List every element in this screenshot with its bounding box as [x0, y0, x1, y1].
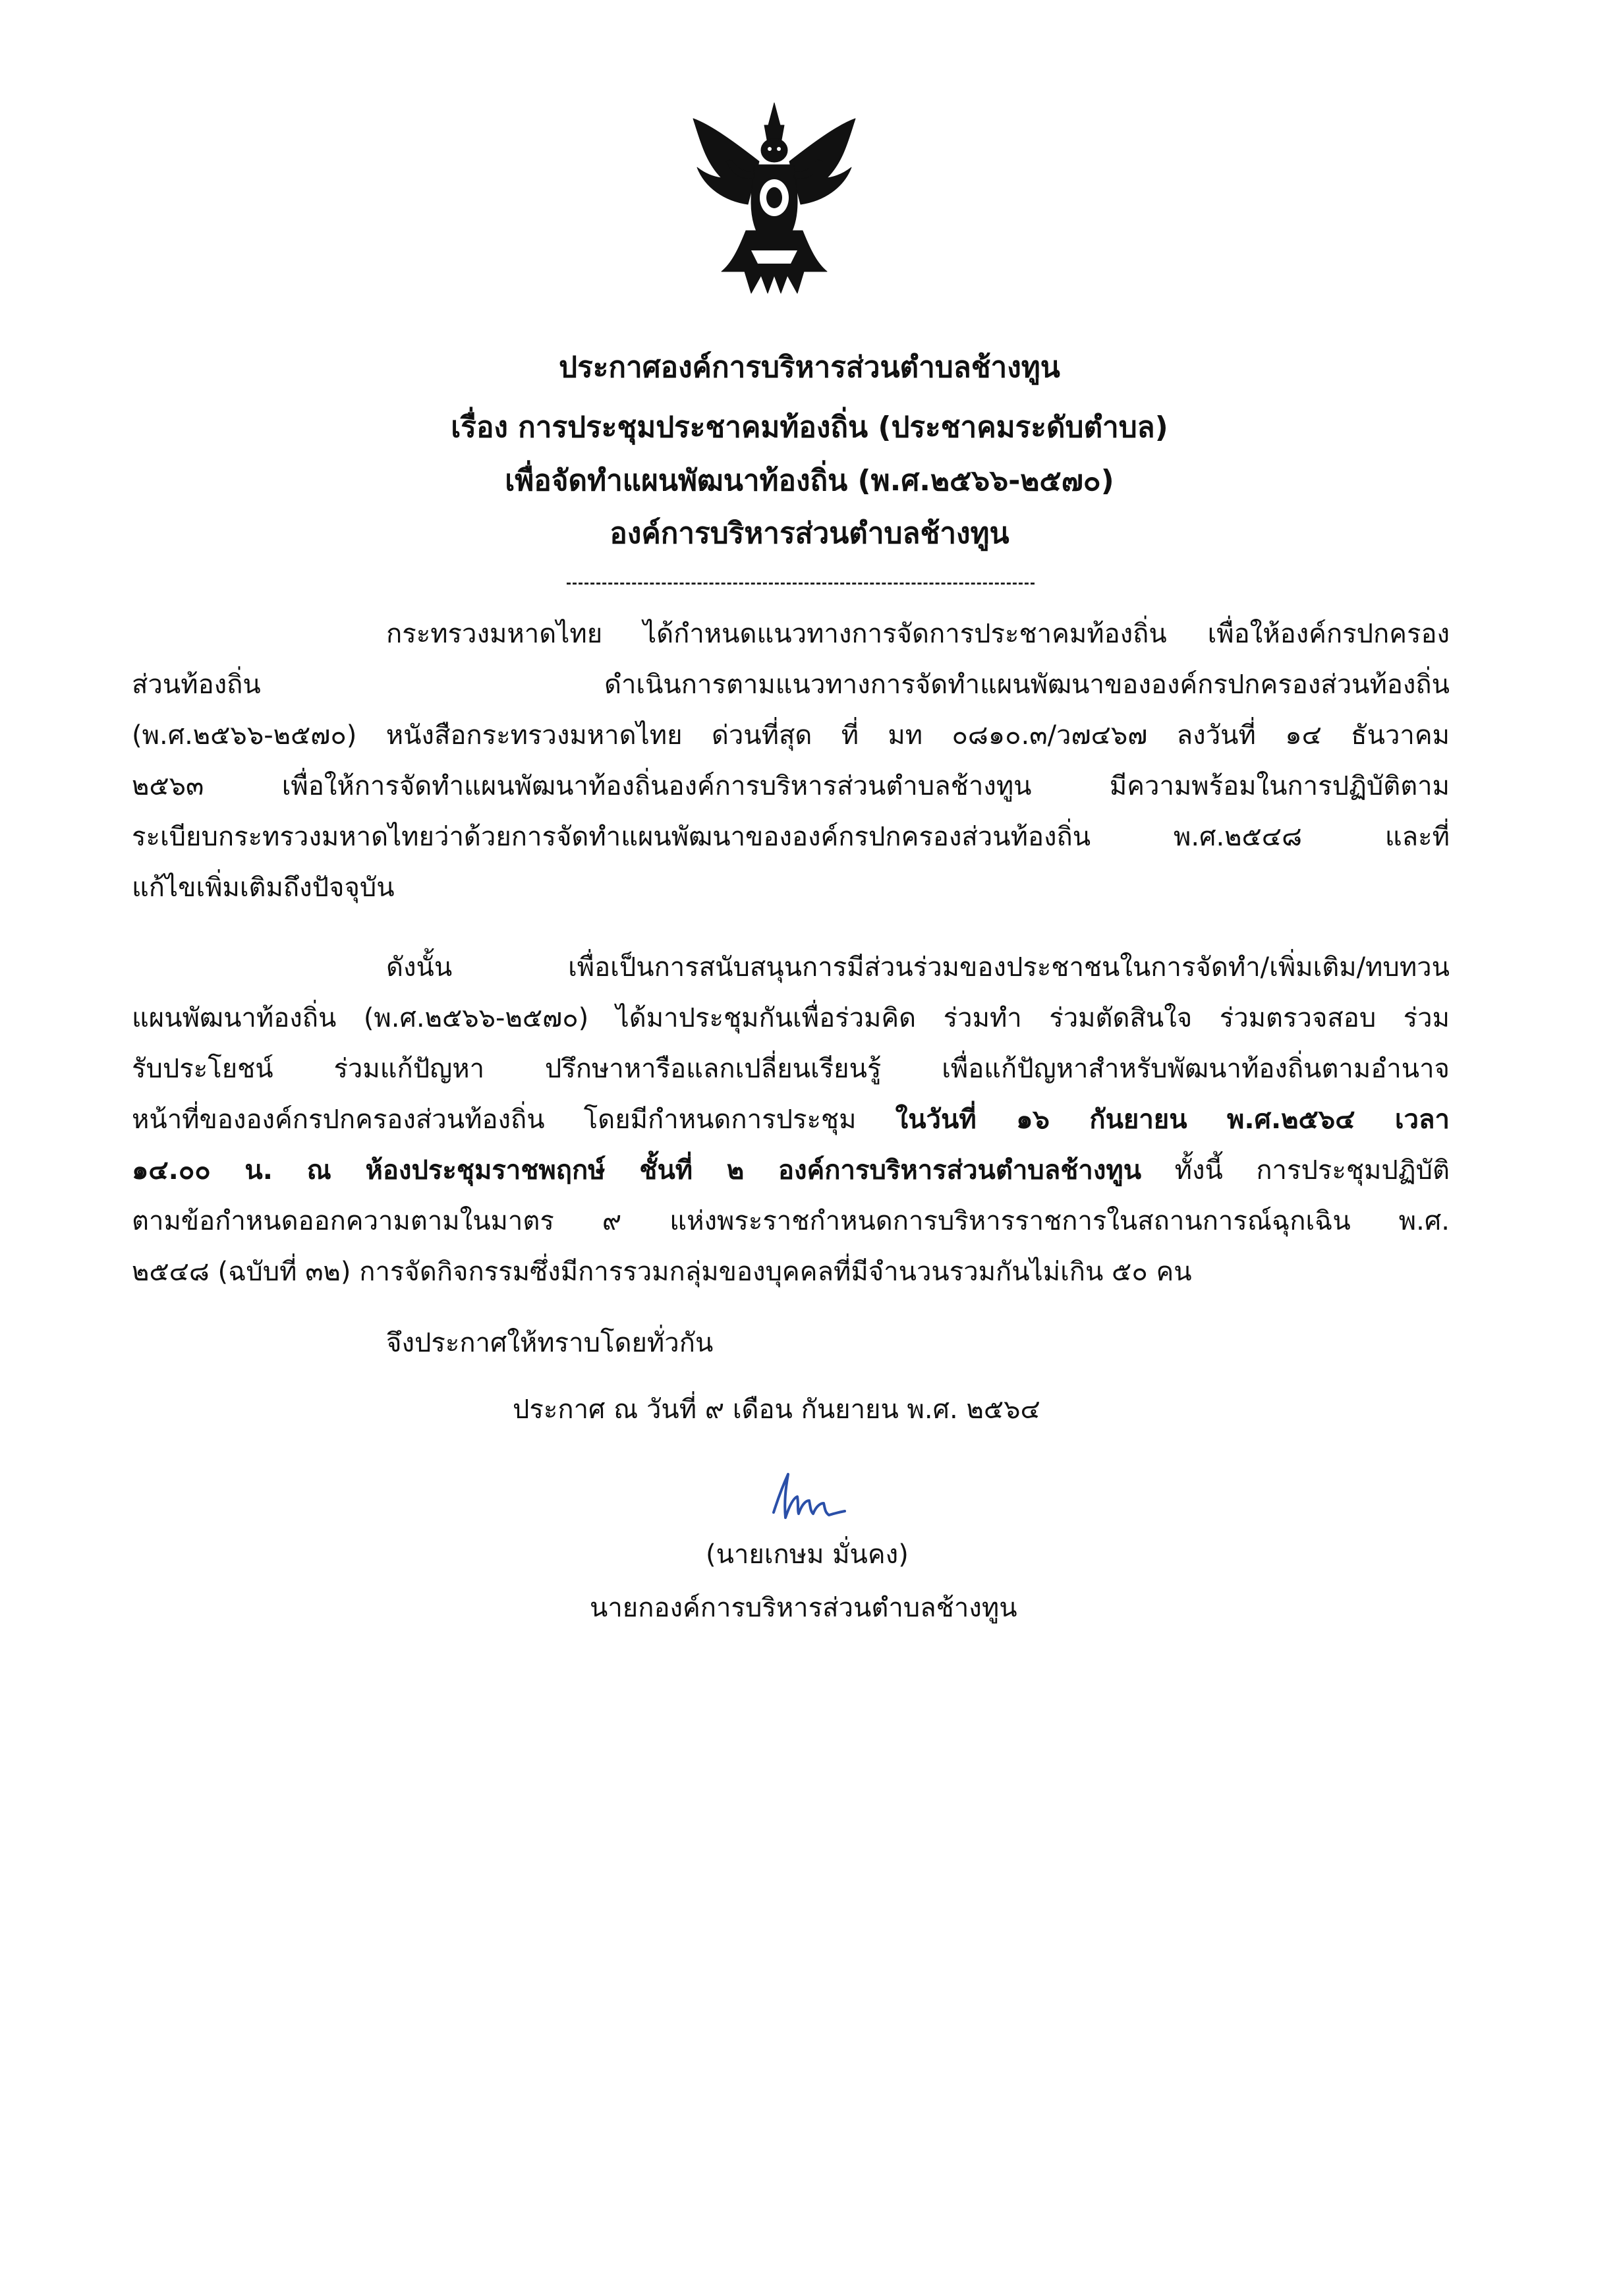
paragraph-2-line-4-text: หน้าที่ขององค์กรปกครองส่วนท้องถิ่น โดยมีกำหนดการประชุม [132, 1105, 895, 1135]
heading-divider [567, 583, 1035, 585]
paragraph-1-line-2: ส่วนท้องถิ่น ดำเนินการตามแนวทางการจัดทำแผนพัฒนาขององค์กรปกครองส่วนท้องถิ่น [132, 670, 1450, 700]
signer-name: (นายเกษม มั่นคง) [706, 1539, 909, 1570]
closing-statement: จึงประกาศให้ทราบโดยทั่วกัน [386, 1328, 714, 1358]
announcement-date: ประกาศ ณ วันที่ ๙ เดือน กันยายน พ.ศ. ๒๕๖๔ [513, 1394, 1040, 1425]
paragraph-1-line-5: ระเบียบกระทรวงมหาดไทยว่าด้วยการจัดทำแผนพัฒนาขององค์กรปกครองส่วนท้องถิ่น พ.ศ.๒๕๔๘ และที่ [132, 822, 1450, 852]
garuda-emblem-icon [685, 99, 863, 297]
paragraph-1-line-1: กระทรวงมหาดไทย ได้กำหนดแนวทางการจัดการประชาคมท้องถิ่น เพื่อให้องค์กรปกครอง [386, 619, 1450, 649]
paragraph-2-line-7: ๒๕๔๘ (ฉบับที่ ๓๒) การจัดกิจกรรมซึ่งมีการรวมกลุ่มของบุคคลที่มีจำนวนรวมกันไม่เกิน ๕๐ คน [132, 1257, 1192, 1287]
paragraph-1-line-4: ๒๕๖๓ เพื่อให้การจัดทำแผนพัฒนาท้องถิ่นองค์การบริหารส่วนตำบลช้างทูน มีความพร้อมในการปฏิบัติตาม [132, 771, 1450, 801]
paragraph-1-line-3: (พ.ศ.๒๕๖๖-๒๕๗๐) หนังสือกระทรวงมหาดไทย ด่วนที่สุด ที่ มท ๐๘๑๐.๓/ว๗๔๖๗ ลงวันที่ ๑๔ ธันวาคม [132, 720, 1450, 751]
subject-line: เรื่อง การประชุมประชาคมท้องถิ่น (ประชาคมระดับตำบล) [451, 411, 1168, 444]
paragraph-2-line-4 [132, 1101, 1450, 1138]
paragraph-2-line-5 [132, 1152, 1450, 1189]
paragraph-1-line-6: แก้ไขเพิ่มเติมถึงปัจจุบัน [132, 873, 395, 903]
paragraph-2-line-6: ตามข้อกำหนดออกความตามในมาตร ๙ แห่งพระราชกำหนดการบริหารราชการในสถานการณ์ฉุกเฉิน พ.ศ. [132, 1206, 1450, 1236]
paragraph-2-line-1: ดังนั้น เพื่อเป็นการสนับสนุนการมีส่วนร่วมของประชาชนในการจัดทำ/เพิ่มเติม/ทบทวน [386, 952, 1450, 983]
meeting-date: ในวันที่ ๑๖ กันยายน พ.ศ.๒๕๖๔ เวลา [895, 1105, 1450, 1135]
handwritten-signature [759, 1466, 858, 1526]
subject-purpose: เพื่อจัดทำแผนพัฒนาท้องถิ่น (พ.ศ.๒๕๖๖-๒๕๗๐) [505, 464, 1114, 498]
meeting-time-venue: ๑๔.๐๐ น. ณ ห้องประชุมราชพฤกษ์ ชั้นที่ ๒ องค์การบริหารส่วนตำบลช้างทูน [132, 1155, 1142, 1186]
paragraph-2-line-2: แผนพัฒนาท้องถิ่น (พ.ศ.๒๕๖๖-๒๕๗๐) ได้มาประชุมกันเพื่อร่วมคิด ร่วมทำ ร่วมตัดสินใจ ร่วมตรวจสอบ ร่วม [132, 1003, 1450, 1033]
paragraph-2-line-5-text: ทั้งนี้ การประชุมปฏิบัติ [1141, 1155, 1450, 1186]
signer-position: นายกองค์การบริหารส่วนตำบลช้างทูน [590, 1593, 1017, 1623]
paragraph-2-line-3: รับประโยชน์ ร่วมแก้ปัญหา ปรึกษาหารือแลกเปลี่ยนเรียนรู้ เพื่อแก้ปัญหาสำหรับพัฒนาท้องถิ่นตามอำนาจ [132, 1054, 1450, 1084]
organization-name: องค์การบริหารส่วนตำบลช้างทูน [610, 517, 1009, 550]
announcement-title: ประกาศองค์การบริหารส่วนตำบลช้างทูน [559, 351, 1060, 384]
